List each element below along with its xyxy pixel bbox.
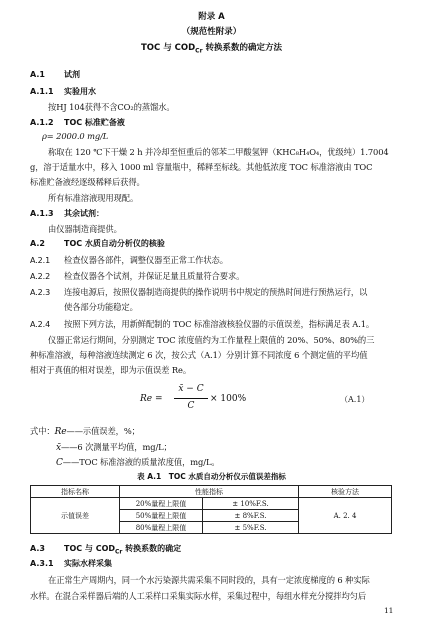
paragraph: 检查仪器各个试剂，并保证足量且质量符合要求。 — [64, 271, 245, 281]
paragraph-line: 标准贮备液经逐级稀释后获得。 — [30, 177, 145, 187]
formula-numerator: x̄ − C — [178, 384, 204, 394]
section-title: 实验用水 — [64, 87, 96, 96]
section-a3-1 — [30, 558, 112, 569]
section-title-tail: 转换系数的确定 — [122, 544, 182, 553]
legend-intro: 式中： — [30, 426, 55, 436]
section-a2-3 — [30, 286, 367, 298]
section-title: 其余试剂： — [64, 209, 104, 218]
formula-denominator: C — [187, 401, 195, 411]
section-a1-1 — [30, 86, 96, 97]
paragraph-line: 种标准溶液，每种溶液连续测定 6 次，按公式（A.1）分别计算不同浓度 6 个测定值的平均值 — [30, 350, 368, 360]
section-a2 — [30, 238, 165, 249]
paragraph: 由仪器制造商提供。 — [48, 224, 122, 234]
appendix-title — [0, 41, 423, 55]
legend-desc: ——TOC 标准溶液的质量浓度值，mg/L。 — [62, 457, 220, 467]
legend-symbol: C — [56, 458, 63, 468]
page-number: 11 — [384, 606, 394, 615]
section-number: A.3 — [30, 544, 45, 553]
fraction-bar — [174, 398, 208, 399]
section-a2-2 — [30, 270, 244, 282]
formula-tail: × 100% — [210, 394, 247, 404]
section-title-sub: Cr — [115, 548, 123, 556]
legend-symbol: x̄ — [56, 443, 61, 453]
section-title: TOC 水质自动分析仪的核验 — [64, 239, 165, 248]
table-caption: 表 A.1 TOC 水质自动分析仪示值误差指标 — [137, 472, 286, 481]
section-number: A.1 — [30, 70, 45, 79]
table-cell-name: 示值误差 — [31, 498, 120, 534]
appendix-title-sub: Cr — [195, 47, 203, 55]
paragraph-line: 在正常生产周期内，同一个水污染源共需采集不同时段的，具有一定浓度梯度的 6 种实际 — [48, 575, 370, 585]
section-number: A.2 — [30, 239, 45, 248]
error-spec-table — [30, 485, 392, 534]
paragraph-line: 按照下列方法，用新鲜配制的 TOC 标准溶液核验仪器的示值误差，指标满足表 A.1。 — [64, 319, 375, 329]
paragraph-line: 称取在 120 ℃下干燥 2 h 并冷却至恒重后的邻苯二甲酸氢钾（KHC₈H₄O₄，优级纯）1.7004 — [48, 147, 389, 157]
section-a1 — [30, 69, 80, 80]
section-number: A.1.2 — [30, 118, 54, 127]
formula-legend-re — [30, 425, 140, 437]
section-a2-4 — [30, 318, 374, 330]
legend-symbol: Re — [54, 427, 67, 437]
appendix-title-tail: 转换系数的确定方法 — [202, 43, 283, 53]
appendix-title-main: TOC 与 COD — [140, 43, 196, 53]
concentration-value: ρ= 2000.0 mg/L — [42, 131, 109, 141]
section-number: A.1.1 — [30, 87, 54, 96]
section-number: A.2.2 — [30, 272, 51, 281]
formula-label: （A.1） — [340, 395, 370, 404]
paragraph: 检查仪器各部件，调整仪器至正常工作状态。 — [64, 255, 228, 265]
section-a3 — [30, 543, 181, 556]
table-cell-range: 50%量程上限值 — [120, 510, 203, 522]
section-number: A.3.1 — [30, 559, 54, 568]
section-number: A.2.1 — [30, 256, 51, 265]
appendix-nature: （规范性附录） — [181, 27, 242, 37]
table-cell-method: A. 2. 4 — [299, 498, 392, 534]
paragraph-line: 所有标准溶液现用现配。 — [48, 193, 139, 203]
table-header-row — [31, 486, 392, 498]
paragraph-line: g，溶于适量水中，移入 1000 ml 容量瓶中，稀释至标线。其他低浓度 TOC 标准溶液由 TOC — [30, 162, 373, 172]
section-number: A.2.4 — [30, 320, 51, 329]
section-title: 试剂 — [64, 70, 80, 79]
paragraph: 按HJ 104获得不含CO₂的蒸馏水。 — [48, 102, 175, 112]
table-header-cell: 指标名称 — [31, 486, 120, 498]
formula-legend-c — [56, 456, 220, 468]
table-cell-range: 80%量程上限值 — [120, 522, 203, 534]
section-number: A.1.3 — [30, 209, 54, 218]
section-a2-1 — [30, 254, 228, 266]
table-cell-value: ± 10%F.S. — [203, 498, 299, 510]
section-title: 实际水样采集 — [64, 559, 112, 568]
table-row — [31, 498, 392, 510]
formula-legend-x — [56, 441, 172, 453]
section-title: TOC 标准贮备液 — [64, 118, 125, 127]
legend-desc: ——6 次测量平均值，mg/L； — [60, 442, 172, 452]
table-header-cell: 性能指标 — [120, 486, 299, 498]
paragraph-line: 连接电源后，按照仪器制造商提供的操作说明书中规定的预热时间进行预热运行，以 — [64, 287, 368, 297]
paragraph-line: 使各部分功能稳定。 — [64, 302, 138, 312]
formula-a1 — [140, 384, 380, 418]
table-header-cell: 核验方法 — [299, 486, 392, 498]
legend-desc: ——示值误差，%； — [66, 426, 140, 436]
formula-lhs: Re = — [140, 394, 163, 404]
paragraph-line: 相对于真值的相对误差，即为示值误差 Re。 — [30, 365, 192, 375]
section-a1-3 — [30, 208, 104, 219]
section-number: A.2.3 — [30, 288, 51, 297]
section-title: TOC 与 COD — [64, 544, 116, 553]
appendix-label: 附录 A — [198, 12, 225, 22]
table-cell-range: 20%量程上限值 — [120, 498, 203, 510]
paragraph-line: 仪器正常运行期间，分别测定 TOC 浓度值约为工作量程上限值的 20%、50%、80%的三 — [48, 335, 375, 345]
table-cell-value: ± 5%F.S. — [203, 522, 299, 534]
paragraph-line: 水样。在混合采样器后端的人工采样口采集实际水样，采集过程中，每组水样充分搅拌均匀后 — [30, 591, 367, 601]
table-cell-value: ± 8%F.S. — [203, 510, 299, 522]
section-a1-2 — [30, 117, 125, 128]
